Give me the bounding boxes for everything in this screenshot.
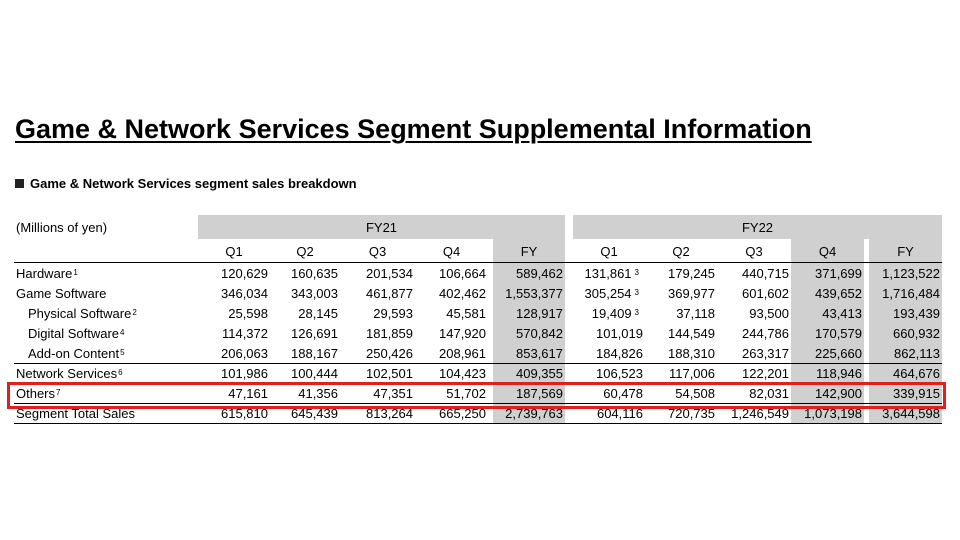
- value-cell: [415, 363, 488, 383]
- value-text: 2,739,763: [505, 405, 563, 421]
- value-cell: [717, 343, 791, 363]
- value-text: 601,602: [742, 285, 789, 301]
- column-header-fy21-q2: Q2: [296, 243, 314, 259]
- fiscal-year-header-row: [14, 215, 942, 239]
- value-text: 170,579: [815, 325, 862, 341]
- section-subtitle: [15, 176, 357, 191]
- value-text: 250,426: [366, 345, 413, 361]
- value-cell: [717, 263, 791, 283]
- column-header-fy22-q3: Q3: [745, 243, 763, 259]
- value-text: 440,715: [742, 265, 789, 281]
- value-cell: [645, 363, 717, 383]
- value-text: 346,034: [221, 285, 268, 301]
- value-cell: [415, 263, 488, 283]
- value-cell: [573, 363, 645, 383]
- value-cell: [340, 303, 415, 323]
- page-title: Game & Network Services Segment Supplemental Information: [15, 114, 812, 144]
- value-cell: [198, 343, 270, 363]
- value-text: 439,652: [815, 285, 862, 301]
- divider-line: [14, 363, 942, 364]
- column-header-fy22-q4: Q4: [791, 239, 864, 263]
- column-header-fy22-fy: FY: [869, 239, 942, 263]
- value-text: 82,031: [749, 385, 789, 401]
- value-cell: [791, 263, 864, 283]
- value-text: 47,161: [228, 385, 268, 401]
- value-text: 665,250: [439, 405, 486, 421]
- value-cell: [340, 343, 415, 363]
- value-text: 106,523: [596, 365, 643, 381]
- quarter-header-row: [14, 239, 942, 263]
- value-text: 1,123,522: [882, 265, 940, 281]
- value-text: 120,629: [221, 265, 268, 281]
- value-text: 193,439: [893, 305, 940, 321]
- row-label: Hardware 1: [16, 265, 78, 281]
- value-text: 28,145: [298, 305, 338, 321]
- value-text: 126,691: [291, 325, 338, 341]
- value-text: 188,167: [291, 345, 338, 361]
- value-text: 118,946: [815, 365, 862, 381]
- row-label: Network Services 6: [16, 365, 123, 381]
- value-cell: [869, 263, 942, 283]
- value-text: 369,977: [668, 285, 715, 301]
- value-cell: [198, 263, 270, 283]
- header-divider-line: [14, 262, 942, 263]
- table-row-hardware: [14, 263, 942, 283]
- value-text: 54,508: [675, 385, 715, 401]
- value-cell: [791, 303, 864, 323]
- value-cell: [198, 363, 270, 383]
- column-header-fy21-fy: FY: [493, 239, 565, 263]
- column-header-fy21-q3: Q3: [368, 243, 387, 259]
- value-text: 1,073,198: [804, 405, 862, 421]
- value-cell: [270, 303, 340, 323]
- value-text: 853,617: [516, 345, 563, 361]
- value-text: 142,900: [815, 385, 862, 401]
- value-cell: [493, 263, 565, 283]
- value-cell: [493, 283, 565, 303]
- value-cell: [717, 283, 791, 303]
- value-cell: 305,254 3: [584, 285, 639, 301]
- value-cell: [645, 343, 717, 363]
- value-text: 128,917: [516, 305, 563, 321]
- value-cell: [270, 323, 340, 343]
- value-text: 813,264: [366, 405, 413, 421]
- value-text: 102,501: [366, 365, 413, 381]
- value-cell: [573, 323, 645, 343]
- value-cell: [869, 283, 942, 303]
- value-cell: [198, 283, 270, 303]
- value-text: 45,581: [446, 305, 486, 321]
- value-cell: [415, 303, 488, 323]
- table-row-physical-software: [14, 303, 942, 323]
- row-label: Digital Software 4: [28, 325, 125, 341]
- fy22-header: FY22: [573, 215, 942, 239]
- row-label: Add-on Content 5: [28, 345, 125, 361]
- others-row-highlight: [7, 382, 946, 409]
- row-label-text: Game Software: [16, 285, 107, 301]
- value-cell: [791, 283, 864, 303]
- table-bottom-line: [14, 423, 942, 424]
- column-header-fy21-q4: Q4: [442, 243, 461, 259]
- value-cell: [493, 303, 565, 323]
- row-label-text: Hardware: [16, 265, 73, 281]
- value-cell: [869, 363, 942, 383]
- value-text: 101,986: [221, 365, 268, 381]
- value-text: 160,635: [291, 265, 338, 281]
- value-text: 402,462: [439, 285, 486, 301]
- value-cell: [645, 323, 717, 343]
- value-cell: [573, 343, 645, 363]
- value-cell: [340, 363, 415, 383]
- value-text: 339,915: [893, 385, 940, 401]
- value-text: 343,003: [291, 285, 338, 301]
- value-cell: [493, 363, 565, 383]
- row-label-text: Segment Total Sales: [16, 405, 135, 421]
- value-cell: [340, 263, 415, 283]
- column-header-fy21-q1: Q1: [225, 243, 243, 259]
- value-cell: [493, 343, 565, 363]
- value-cell: [717, 323, 791, 343]
- value-cell: [645, 283, 717, 303]
- value-text: 3,644,598: [882, 405, 940, 421]
- value-text: 244,786: [742, 325, 789, 341]
- value-cell: [415, 323, 488, 343]
- unit-label: (Millions of yen): [16, 219, 108, 235]
- value-text: 208,961: [439, 345, 486, 361]
- value-text: 188,310: [668, 345, 715, 361]
- value-cell: [270, 283, 340, 303]
- value-text: 305,254: [584, 285, 632, 301]
- value-text: 100,444: [291, 365, 338, 381]
- value-cell: [340, 323, 415, 343]
- value-cell: [717, 303, 791, 323]
- value-text: 615,810: [221, 405, 268, 421]
- value-text: 114,372: [221, 325, 268, 341]
- value-cell: [717, 363, 791, 383]
- value-text: 104,423: [439, 365, 486, 381]
- value-text: 589,462: [516, 265, 563, 281]
- value-text: 29,593: [373, 305, 413, 321]
- fy21-header: FY21: [198, 215, 565, 239]
- square-bullet-icon: [15, 179, 24, 188]
- value-text: 201,534: [366, 265, 413, 281]
- value-text: 371,699: [815, 265, 862, 281]
- value-text: 206,063: [221, 345, 268, 361]
- row-label-text: Add-on Content: [28, 345, 120, 361]
- value-text: 1,246,549: [731, 405, 789, 421]
- value-text: 117,006: [668, 365, 715, 381]
- value-cell: [645, 303, 717, 323]
- value-text: 181,859: [366, 325, 413, 341]
- value-text: 101,019: [596, 325, 643, 341]
- value-text: 660,932: [893, 325, 940, 341]
- value-text: 147,920: [439, 325, 486, 341]
- value-text: 144,549: [668, 325, 715, 341]
- value-text: 25,598: [228, 305, 268, 321]
- value-cell: [493, 323, 565, 343]
- subtitle-text: Game & Network Services segment sales breakdown: [30, 176, 357, 191]
- value-text: 263,317: [742, 345, 789, 361]
- value-text: 106,664: [439, 265, 486, 281]
- value-text: 604,116: [596, 405, 643, 421]
- value-cell: [869, 323, 942, 343]
- row-label: [14, 283, 198, 303]
- value-cell: [791, 323, 864, 343]
- column-header-fy22-q1: Q1: [600, 243, 618, 259]
- value-text: 461,877: [366, 285, 413, 301]
- value-cell: [869, 343, 942, 363]
- value-text: 225,660: [815, 345, 862, 361]
- row-label-text: Physical Software: [28, 305, 132, 321]
- value-text: 187,569: [516, 385, 563, 401]
- value-text: 1,553,377: [505, 285, 563, 301]
- value-text: 122,201: [742, 365, 789, 381]
- value-text: 720,735: [668, 405, 715, 421]
- value-text: 43,413: [822, 305, 862, 321]
- value-cell: [270, 263, 340, 283]
- row-label-text: Digital Software: [28, 325, 120, 341]
- table-row-digital-software: [14, 323, 942, 343]
- table-row-network-services: [14, 363, 942, 383]
- value-cell: [415, 283, 488, 303]
- value-text: 179,245: [668, 265, 715, 281]
- value-cell: [791, 343, 864, 363]
- value-text: 1,716,484: [882, 285, 940, 301]
- value-text: 47,351: [373, 385, 413, 401]
- value-text: 93,500: [749, 305, 789, 321]
- row-label-text: Others: [16, 385, 56, 401]
- value-cell: [340, 283, 415, 303]
- value-cell: [645, 263, 717, 283]
- value-text: 60,478: [603, 385, 643, 401]
- value-cell: 19,409 3: [591, 305, 639, 321]
- table-row-game-software: [14, 283, 942, 303]
- column-header-fy22-q2: Q2: [672, 243, 690, 259]
- value-cell: [869, 303, 942, 323]
- row-label-text: Network Services: [16, 365, 118, 381]
- value-text: 862,113: [893, 345, 940, 361]
- value-text: 184,826: [596, 345, 643, 361]
- table-row-add-on-content: [14, 343, 942, 363]
- value-text: 19,409: [591, 305, 632, 321]
- value-cell: [270, 363, 340, 383]
- row-label: Physical Software 2: [28, 305, 137, 321]
- row-label: Others 7: [16, 385, 61, 401]
- value-cell: [270, 343, 340, 363]
- value-text: 645,439: [291, 405, 338, 421]
- value-cell: 131,861 3: [584, 265, 639, 281]
- value-text: 464,676: [893, 365, 940, 381]
- value-text: 570,842: [516, 325, 563, 341]
- value-text: 409,355: [516, 365, 563, 381]
- value-cell: [198, 303, 270, 323]
- value-text: 41,356: [298, 385, 338, 401]
- value-text: 131,861: [584, 265, 632, 281]
- value-cell: [791, 363, 864, 383]
- value-cell: [198, 323, 270, 343]
- value-cell: [415, 343, 488, 363]
- value-text: 37,118: [676, 305, 715, 321]
- value-text: 51,702: [446, 385, 486, 401]
